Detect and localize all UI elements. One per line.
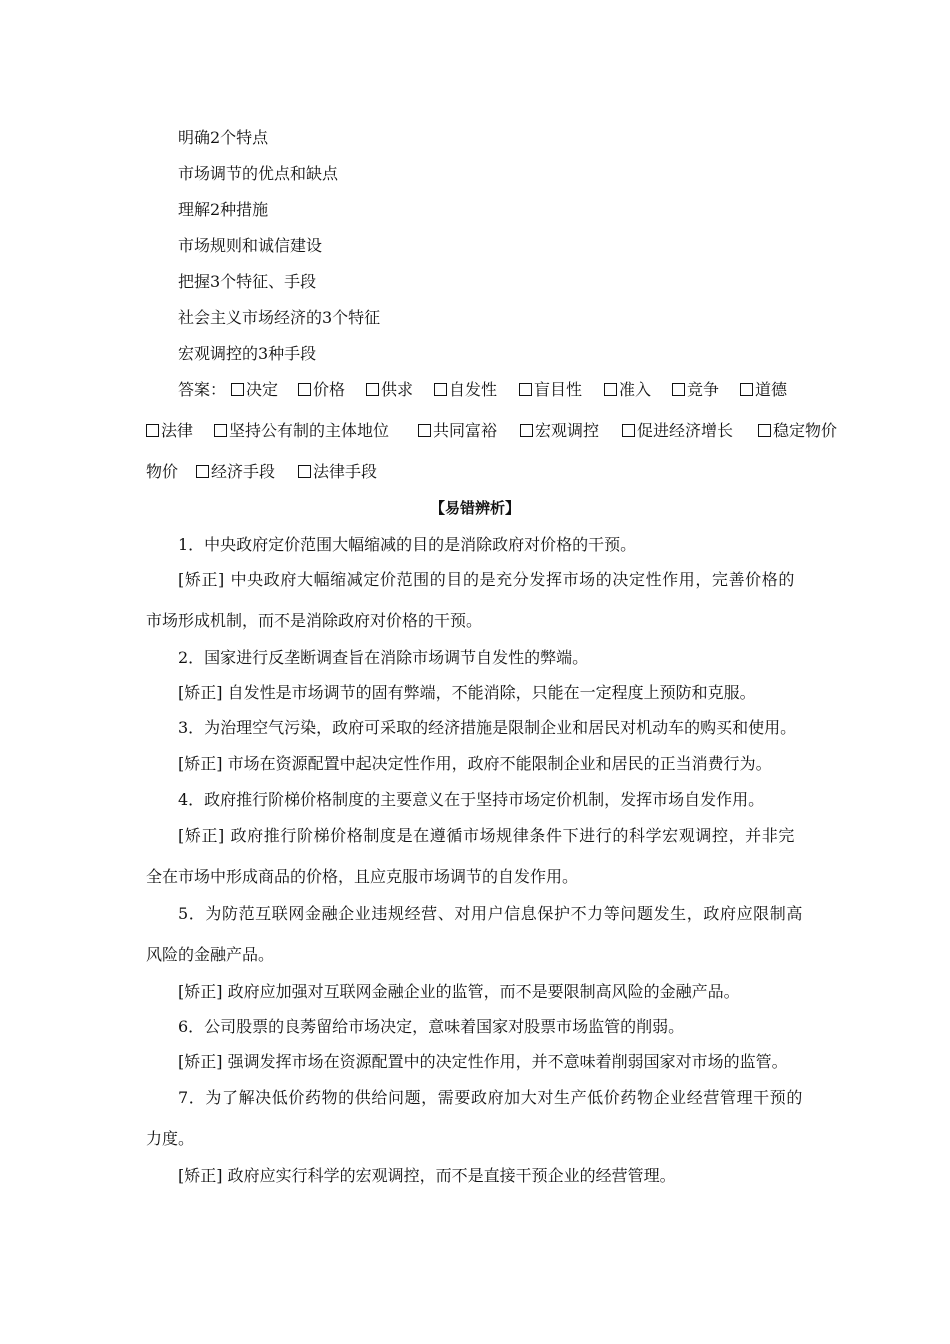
summary-line: 社会主义市场经济的3个特征: [178, 308, 381, 327]
answer-item: 法律: [146, 421, 193, 441]
summary-line: 市场规则和诚信建设: [178, 236, 323, 255]
error-statement: 风险的金融产品。: [146, 945, 275, 964]
error-correction: 全在市场中形成商品的价格，且应克服市场调节的自发作用。: [146, 867, 579, 886]
checkbox-icon: [520, 424, 533, 437]
checkbox-icon: [672, 383, 685, 396]
error-correction: [矫正] 政府推行阶梯价格制度是在遵循市场规律条件下进行的科学宏观调控，并非完: [178, 826, 795, 845]
summary-line: 理解2种措施: [178, 200, 269, 219]
error-statement: 2．国家进行反垄断调查旨在消除市场调节自发性的弊端。: [178, 648, 589, 667]
answer-item: 供求: [366, 380, 413, 400]
answer-item: 共同富裕: [418, 421, 497, 441]
error-statement: 3．为治理空气污染，政府可采取的经济措施是限制企业和居民对机动车的购买和使用。: [178, 718, 797, 737]
checkbox-icon: [604, 383, 617, 396]
answer-item: 道德: [740, 380, 787, 400]
error-correction: [矫正] 自发性是市场调节的固有弊端，不能消除，只能在一定程度上预防和克服。: [178, 683, 756, 702]
error-correction: [矫正] 政府应加强对互联网金融企业的监管，而不是要限制高风险的金融产品。: [178, 982, 740, 1001]
error-statement: 1．中央政府定价范围大幅缩减的目的是消除政府对价格的干预。: [178, 535, 637, 554]
checkbox-icon: [519, 383, 532, 396]
error-statement: 4．政府推行阶梯价格制度的主要意义在于坚持市场定价机制，发挥市场自发作用。: [178, 790, 765, 809]
checkbox-icon: [298, 465, 311, 478]
error-correction: [矫正] 市场在资源配置中起决定性作用，政府不能限制企业和居民的正当消费行为。: [178, 754, 772, 773]
answer-continuation: 物价: [146, 462, 179, 481]
summary-line: 明确2个特点: [178, 128, 269, 147]
answer-item: 价格: [298, 380, 345, 400]
checkbox-icon: [418, 424, 431, 437]
checkbox-icon: [214, 424, 227, 437]
checkbox-icon: [758, 424, 771, 437]
answer-item: 法律手段: [298, 462, 377, 482]
error-statement: 6．公司股票的良莠留给市场决定，意味着国家对股票市场监管的削弱。: [178, 1017, 685, 1036]
checkbox-icon: [196, 465, 209, 478]
section-title: 【易错辨析】: [429, 499, 520, 517]
error-statement: 力度。: [146, 1129, 195, 1148]
summary-line: 宏观调控的3种手段: [178, 344, 317, 363]
answer-item: 坚持公有制的主体地位: [214, 421, 389, 441]
checkbox-icon: [298, 383, 311, 396]
answer-item: 稳定物价: [758, 421, 837, 441]
answer-item: 宏观调控: [520, 421, 599, 441]
checkbox-icon: [146, 424, 159, 437]
answer-item: 准入: [604, 380, 651, 400]
error-correction: [矫正] 强调发挥市场在资源配置中的决定性作用，并不意味着削弱国家对市场的监管。: [178, 1052, 788, 1071]
checkbox-icon: [366, 383, 379, 396]
error-statement: 5．为防范互联网金融企业违规经营、对用户信息保护不力等问题发生，政府应限制高: [178, 904, 803, 923]
answer-item: 经济手段: [196, 462, 275, 482]
checkbox-icon: [740, 383, 753, 396]
answer-item: 促进经济增长: [622, 421, 733, 441]
summary-line: 把握3个特征、手段: [178, 272, 317, 291]
checkbox-icon: [622, 424, 635, 437]
answer-item: 竞争: [672, 380, 719, 400]
error-correction: 市场形成机制，而不是消除政府对价格的干预。: [146, 611, 483, 630]
checkbox-icon: [434, 383, 447, 396]
answer-item: 自发性: [434, 380, 497, 400]
answer-item: 决定: [231, 380, 278, 400]
error-correction: [矫正] 中央政府大幅缩减定价范围的目的是充分发挥市场的决定性作用，完善价格的: [178, 570, 795, 589]
error-statement: 7．为了解决低价药物的供给问题，需要政府加大对生产低价药物企业经营管理干预的: [178, 1088, 803, 1107]
summary-line: 市场调节的优点和缺点: [178, 164, 339, 183]
answers-label: 答案：: [178, 380, 227, 399]
error-correction: [矫正] 政府应实行科学的宏观调控，而不是直接干预企业的经营管理。: [178, 1166, 676, 1185]
answer-item: 盲目性: [519, 380, 582, 400]
checkbox-icon: [231, 383, 244, 396]
